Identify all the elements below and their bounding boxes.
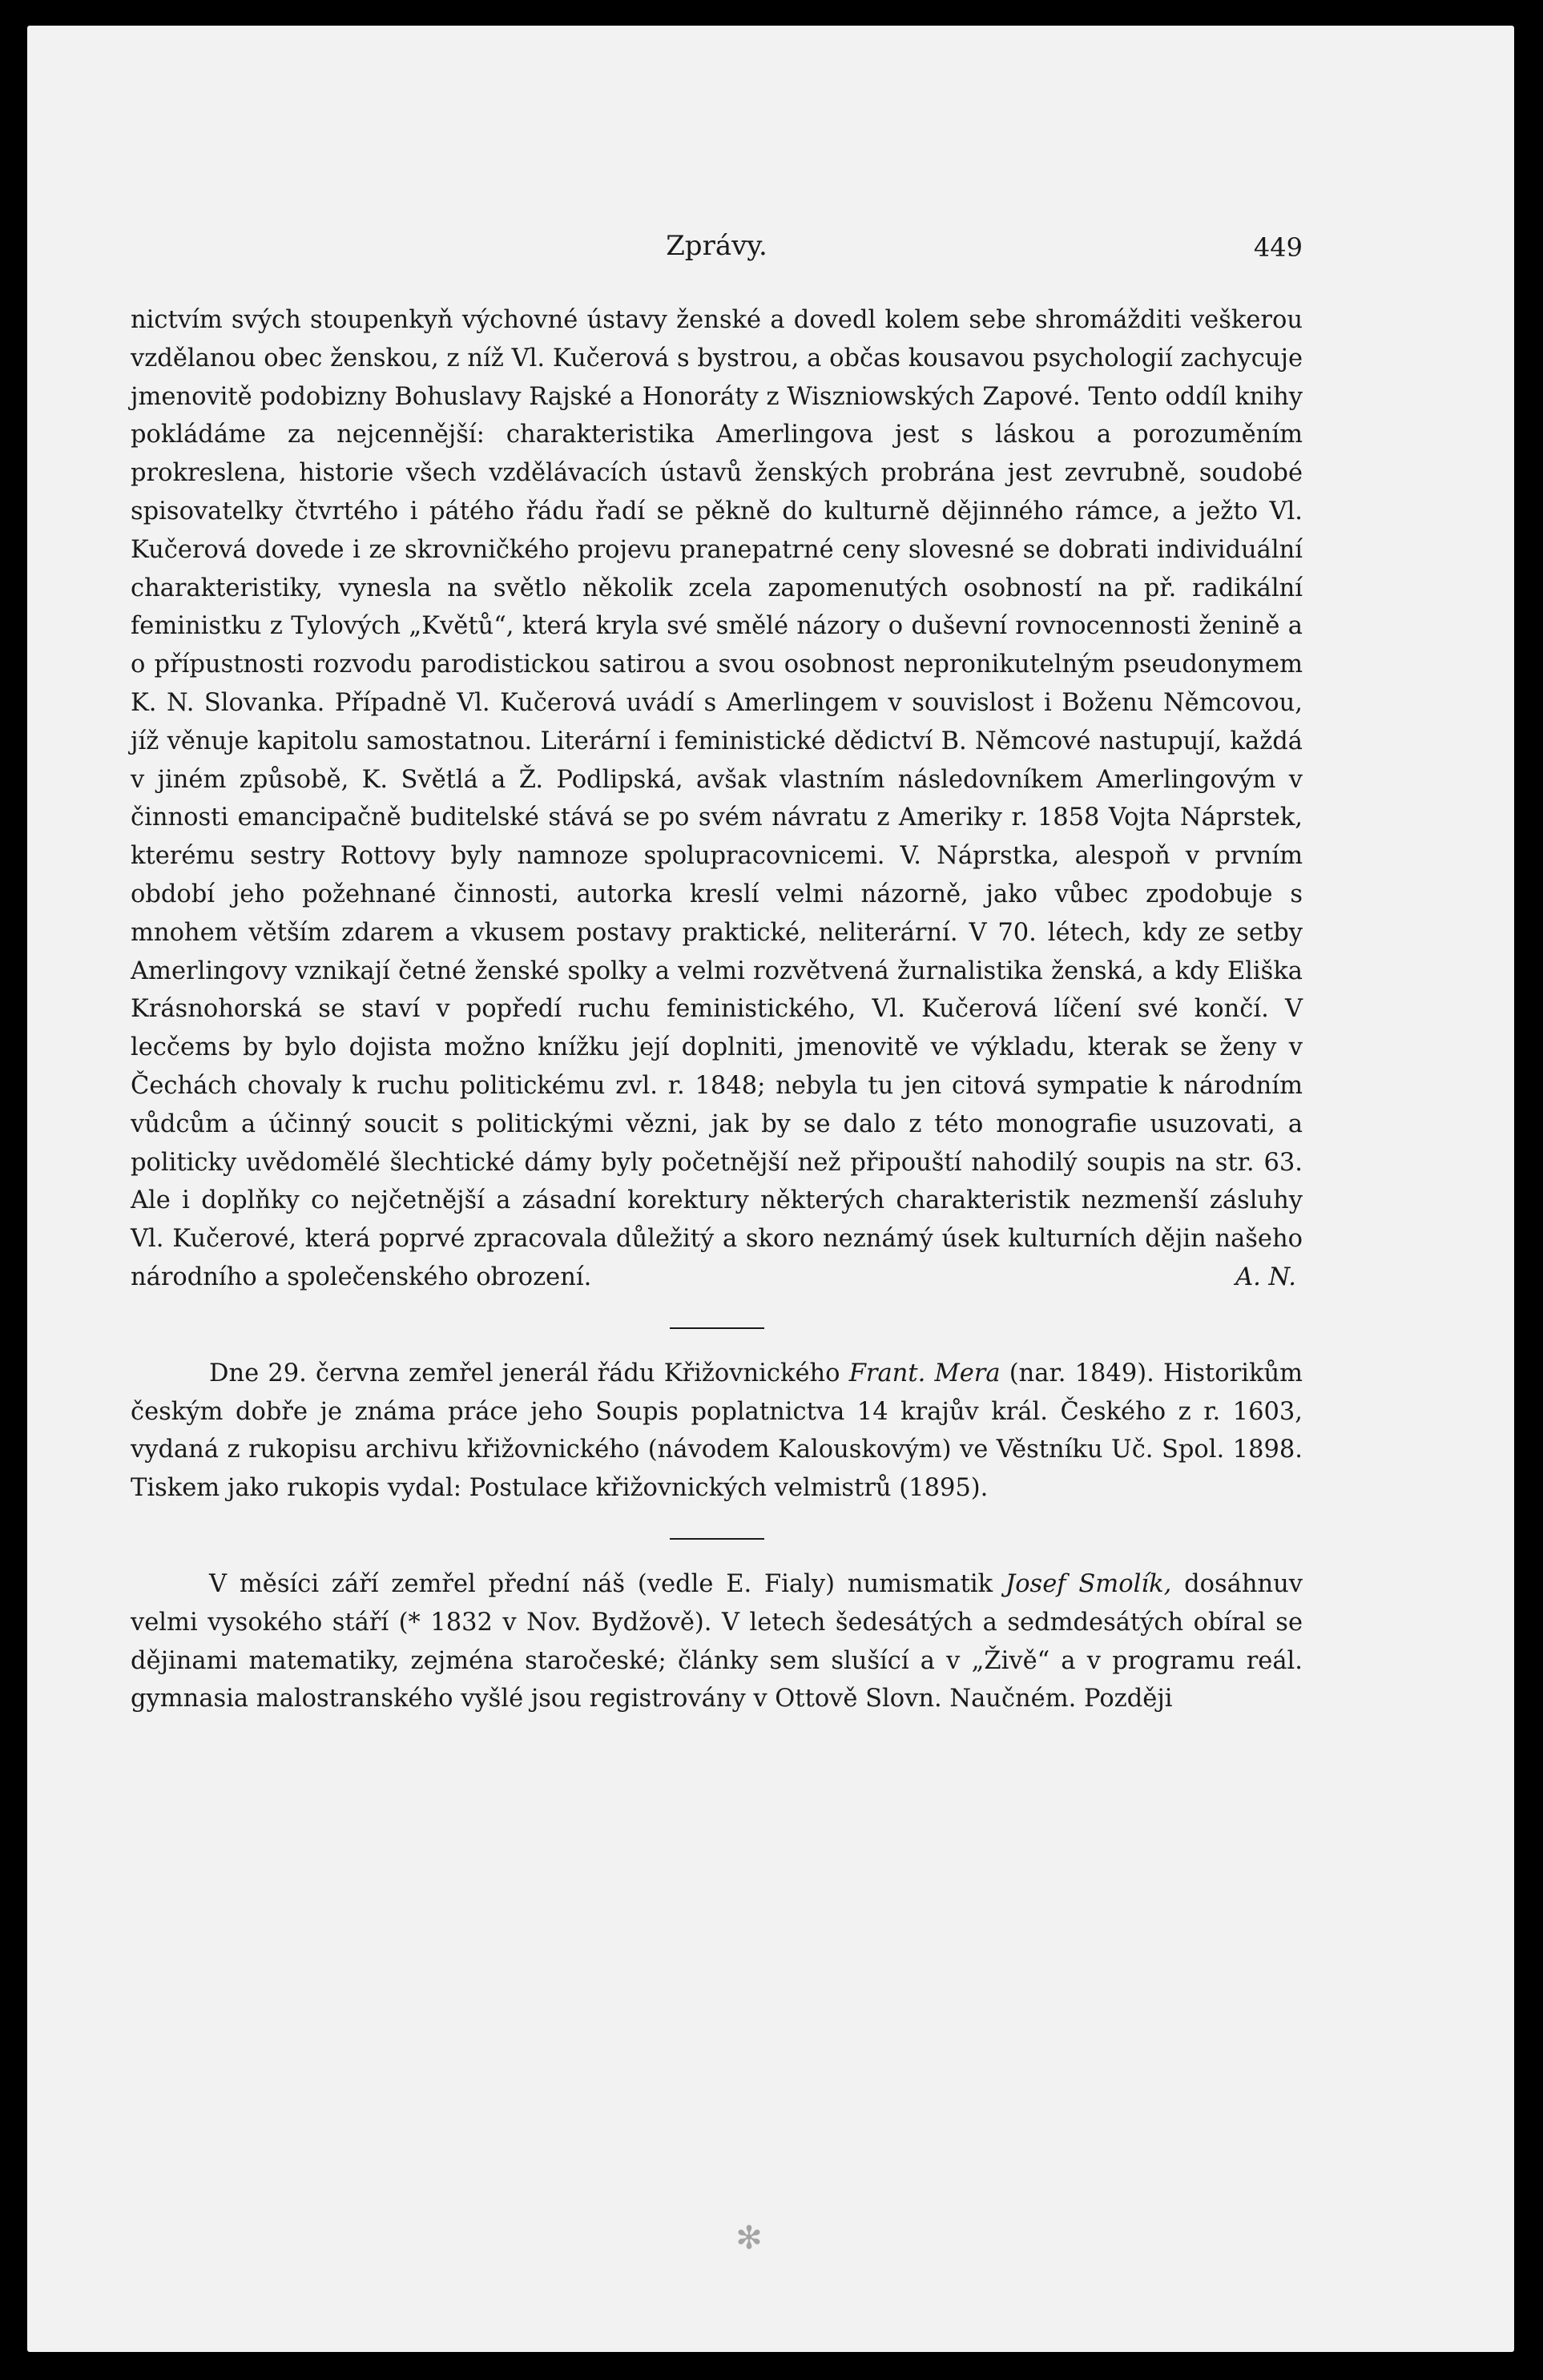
author-signature: A. N. xyxy=(1235,1262,1296,1291)
obituary-mera xyxy=(131,1355,1303,1508)
stamp-mark-icon: ✻ xyxy=(735,2220,763,2256)
page-header xyxy=(131,228,1303,276)
review-paragraph: nictvím svých stoupenkyň výchovné ústavy ženské a dovedl kolem sebe shromážditi veškerou vzdělanou obec ženskou, z níž Vl. Kučerová s bystrou, a občas kousavou psychologií zachycuje jmenovitě podobizny Bohuslavy Rajské a Honoráty z Wiszniowských Zapové. Tento oddíl knihy pokládáme za nejcennější: charakteristika Amerlingova jest s láskou a porozuměním prokreslena, historie všech vzdělávacích ústavů ženských probrána jest zevrubně, soudobé spisovatelky čtvrtého i pátého řádu řadí se pěkně do kulturně dějinného rámce, a ježto Vl. Kučerová dovede i ze skrovničkého projevu pranepatrné ceny slovesné se dobrati individuální charakteristiky, vynesla na světlo několik zcela zapomenutých osobností na př. radikální feministku z Tylových „Květů“, která kryla své smělé názory o duševní rovnocennosti ženině a o přípustnosti rozvodu parodistickou satirou a svou osobnost nepronikutelným pseudonymem K. N. Slovanka. Případně Vl. Kučerová uvádí s Amerlingem v souvislost i Boženu Němcovou, jíž věnuje kapitolu samostatnou. Literární i feministické dědictví B. Němcové nastupují, každá v jiném způsobě, K. Světlá a Ž. Podlipská, avšak vlastním následovníkem Amerlingovým v činnosti emancipačně buditelské stává se po svém návratu z Ameriky r. 1858 Vojta Náprstek, kterému sestry Rottovy byly namnoze spolupracovnicemi. V. Náprstka, alespoň v prvním období jeho požehnané činnosti, autorka kreslí velmi názorně, jako vůbec zpodobuje s mnohem větším zdarem a vkusem postavy praktické, neliterární. V 70. létech, kdy ze setby Amerlingovy vznikají četné ženské spolky a velmi rozvětvená žurnalistika ženská, a kdy Eliška Krásnohorská se staví v popředí ruchu feministického, Vl. Kučerová líčení své končí. V lecčems by bylo dojista možno knížku její doplniti, jmenovitě ve výkladu, kterak se ženy v Čechách chovaly k ruchu politickému zvl. r. 1848; nebyla tu jen citová sympatie k národním vůdcům a účinný soucit s politickými vězni, jak by se dalo z této monografie usuzovati, a politicky uvědomělé šlechtické dámy byly početnější než připouští nahodilý soupis na str. 63. Ale i doplňky co nejčetnější a zásadní korektury některých charakteristik nezmenší zásluhy Vl. Kučerové, která poprvé zpracovala důležitý a skoro neznámý úsek kulturních dějin našeho národního a společenského obrození. xyxy=(131,306,1303,1291)
obituary-mera-intro: Dne 29. června zemřel jenerál řádu Křižovnického xyxy=(209,1359,840,1387)
section-divider xyxy=(670,1538,764,1540)
obituary-smolik-intro: V měsíci září zemřel přední náš (vedle E. Fialy) numismatik xyxy=(209,1569,993,1598)
section-divider xyxy=(670,1327,764,1329)
person-name-smolik: Josef Smolík, xyxy=(1005,1569,1172,1598)
page-number: 449 xyxy=(1253,232,1303,263)
obituary-smolik-text: dosáhnuv velmi vysokého stáří (* 1832 v Nov. Bydžově). V letech šedesátých a sedmdesátých obíral se dějinami matematiky, zejména staročeské; články sem slušící a v „Živě“ a v programu reál. gymnasia malostranského vyšlé jsou registrovány v Ottově Slovn. Naučném. Později xyxy=(131,1569,1303,1714)
obituary-mera-text: (nar. 1849). Historikům českým dobře je známa práce jeho Soupis poplatnictva 14 krajův král. Českého z r. 1603, vydaná z rukopisu archivu křižovnického (návodem Kalouskovým) ve Věstníku Uč. Spol. 1898. Tiskem jako rukopis vydal: Postulace křižovnických velmistrů (1895). xyxy=(131,1359,1303,1503)
person-name-mera: Frant. Mera xyxy=(848,1359,1001,1387)
page-content xyxy=(131,228,1303,1718)
running-head: Zprávy. xyxy=(666,230,767,262)
obituary-smolik xyxy=(131,1565,1303,1718)
